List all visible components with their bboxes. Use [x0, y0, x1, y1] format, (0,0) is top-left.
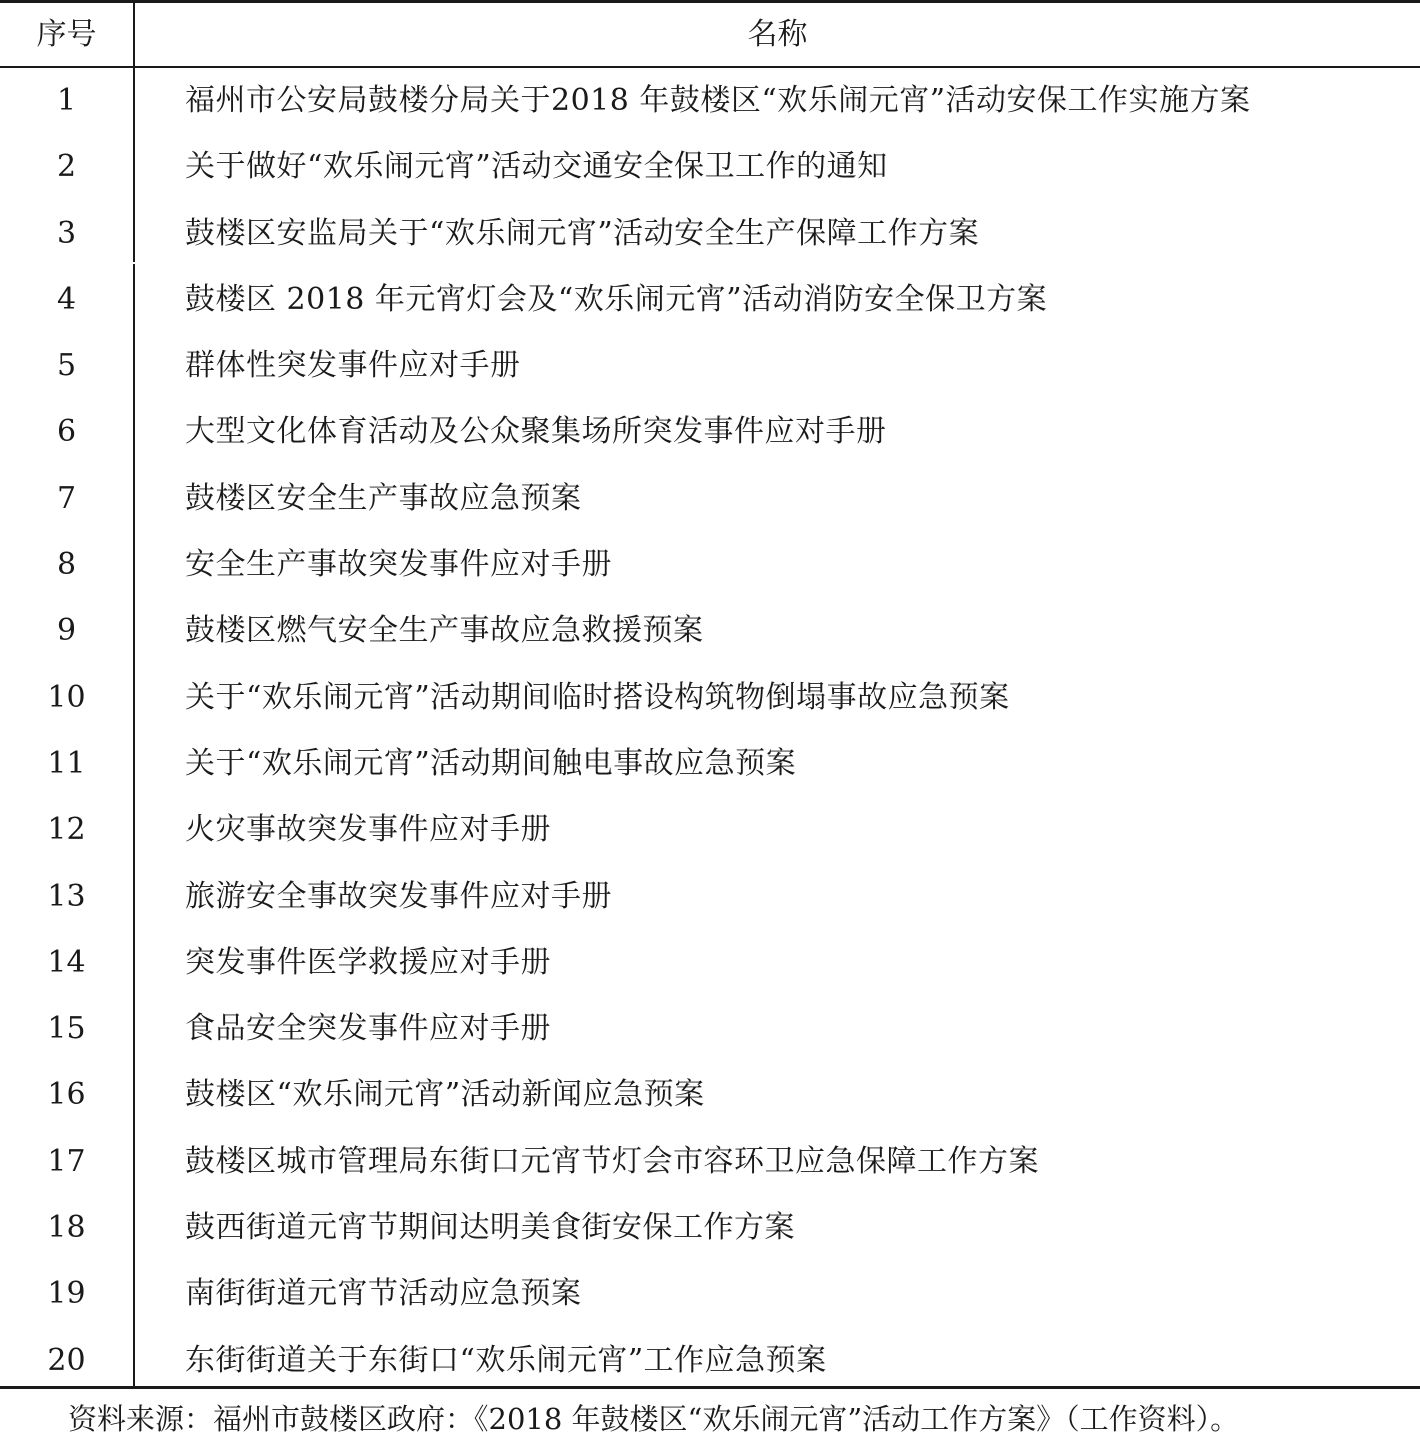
- table-row: [0, 68, 1420, 134]
- row-seq: 15: [47, 1011, 86, 1047]
- row-seq: 5: [56, 348, 77, 384]
- table-row: [0, 333, 1420, 399]
- table-row: [0, 930, 1420, 996]
- row-seq: 3: [56, 215, 77, 251]
- row-name: 东街街道关于东街口“欢乐闹元宵”工作应急预案: [185, 1342, 827, 1378]
- table-row: [0, 532, 1420, 598]
- row-name: 关于“欢乐闹元宵”活动期间触电事故应急预案: [185, 745, 797, 781]
- row-seq: 7: [56, 480, 77, 516]
- row-seq: 16: [47, 1077, 86, 1113]
- row-seq: 18: [47, 1210, 86, 1246]
- table-row: [0, 399, 1420, 465]
- row-name: 鼓楼区城市管理局东街口元宵节灯会市容环卫应急保障工作方案: [185, 1143, 1039, 1179]
- row-name: 鼓楼区“欢乐闹元宵”活动新闻应急预案: [185, 1077, 705, 1113]
- row-name: 群体性突发事件应对手册: [185, 348, 521, 384]
- row-seq: 10: [47, 679, 86, 715]
- row-name: 大型文化体育活动及公众聚集场所突发事件应对手册: [185, 414, 887, 450]
- row-name: 旅游安全事故突发事件应对手册: [185, 878, 612, 914]
- header-seq: 序号: [36, 17, 97, 52]
- table-body: [0, 68, 1420, 1394]
- table-row: [0, 1261, 1420, 1327]
- row-seq: 8: [56, 547, 77, 583]
- row-seq: 20: [47, 1342, 86, 1378]
- row-seq: 1: [56, 83, 77, 118]
- table-row: [0, 731, 1420, 797]
- header-name: 名称: [747, 17, 808, 52]
- table-row: [0, 134, 1420, 200]
- table-row: [0, 864, 1420, 930]
- row-seq: 2: [56, 149, 77, 185]
- row-name: 关于做好“欢乐闹元宵”活动交通安全保卫工作的通知: [185, 149, 888, 185]
- source-note: 资料来源：福州市鼓楼区政府：《2018 年鼓楼区“欢乐闹元宵”活动工作方案》（工作资料）。: [68, 1402, 1240, 1436]
- table-row: [0, 267, 1420, 333]
- row-name: 鼓楼区安监局关于“欢乐闹元宵”活动安全生产保障工作方案: [185, 215, 980, 251]
- row-seq: 14: [47, 944, 86, 980]
- row-name: 福州市公安局鼓楼分局关于2018 年鼓楼区“欢乐闹元宵”活动安保工作实施方案: [185, 83, 1251, 118]
- table-row: [0, 797, 1420, 863]
- table-row: [0, 1328, 1420, 1394]
- row-name: 火灾事故突发事件应对手册: [185, 812, 551, 848]
- table-row: [0, 1062, 1420, 1128]
- row-seq: 6: [56, 414, 77, 450]
- row-seq: 13: [47, 878, 86, 914]
- table-row: [0, 1129, 1420, 1195]
- table-row: [0, 665, 1420, 731]
- table-row: [0, 598, 1420, 664]
- row-name: 食品安全突发事件应对手册: [185, 1011, 551, 1047]
- row-seq: 9: [56, 613, 77, 649]
- row-seq: 17: [47, 1143, 86, 1179]
- row-name: 关于“欢乐闹元宵”活动期间临时搭设构筑物倒塌事故应急预案: [185, 679, 1010, 715]
- table-row: [0, 466, 1420, 532]
- table-header-row: [0, 3, 1420, 66]
- table-row: [0, 996, 1420, 1062]
- row-seq: 19: [47, 1276, 86, 1312]
- row-seq: 11: [47, 745, 86, 781]
- row-name: 鼓楼区 2018 年元宵灯会及“欢乐闹元宵”活动消防安全保卫方案: [185, 281, 1048, 317]
- row-name: 安全生产事故突发事件应对手册: [185, 547, 612, 583]
- row-name: 鼓楼区安全生产事故应急预案: [185, 480, 582, 516]
- table-row: [0, 1195, 1420, 1261]
- row-name: 突发事件医学救援应对手册: [185, 944, 551, 980]
- row-name: 鼓西街道元宵节期间达明美食街安保工作方案: [185, 1210, 795, 1246]
- table-row: [0, 201, 1420, 267]
- row-seq: 12: [47, 812, 86, 848]
- row-name: 鼓楼区燃气安全生产事故应急救援预案: [185, 613, 704, 649]
- row-seq: 4: [56, 281, 77, 317]
- row-name: 南街街道元宵节活动应急预案: [185, 1276, 582, 1312]
